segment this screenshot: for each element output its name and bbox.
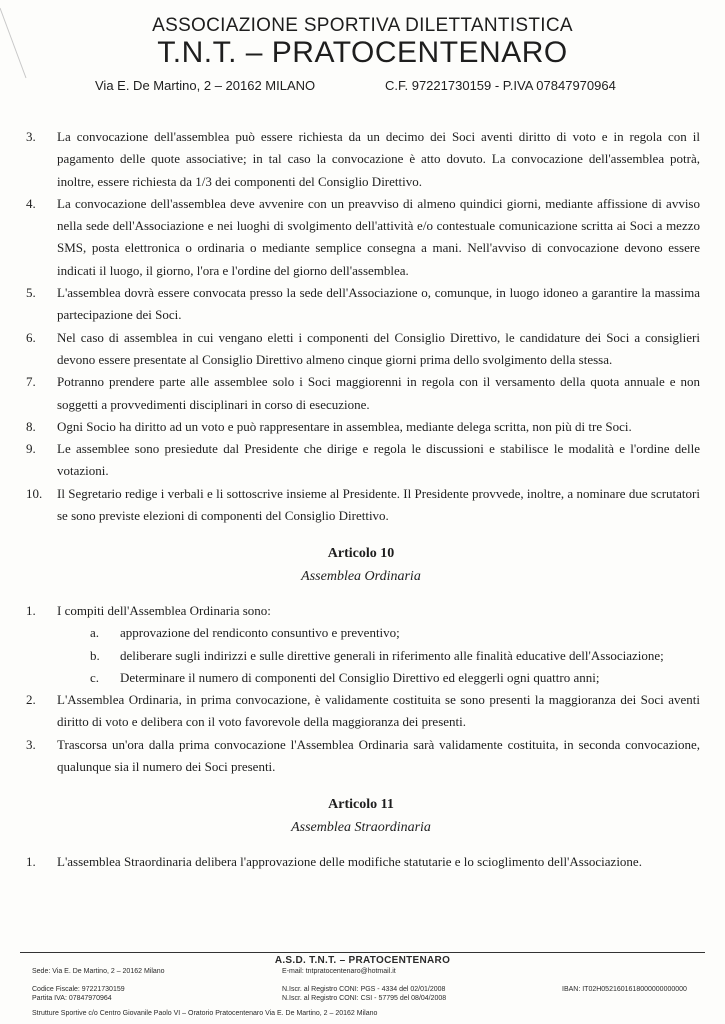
- sub-list-item: [22, 645, 700, 667]
- item-text: Trascorsa un'ora dalla prima convocazione l'Assemblea Ordinaria sarà validamente costituita, in seconda convocazione, qualunque sia il numero dei Soci presenti.: [57, 736, 700, 775]
- sub-item-text: approvazione del rendiconto consuntivo e preventivo;: [120, 625, 400, 641]
- list-item: [22, 193, 700, 282]
- item-number: 8.: [26, 418, 36, 434]
- list-item: [22, 734, 700, 779]
- footer-coni-pgs: N.Iscr. al Registro CONI: PGS - 4334 del 02/01/2008: [282, 986, 446, 993]
- item-text: L'assemblea Straordinaria delibera l'approvazione delle modifiche statutarie e lo scioglimento dell'Associazione.: [57, 853, 642, 869]
- item-number: 10.: [26, 485, 43, 501]
- sub-item-letter: a.: [90, 625, 100, 641]
- list-item: [22, 416, 700, 438]
- footer-divider: [20, 952, 705, 953]
- item-number: 6.: [26, 329, 36, 345]
- list-item: [22, 600, 700, 622]
- item-text: Il Segretario redige i verbali e li sottoscrive insieme al Presidente. Il Presidente provvede, inoltre, a nominare due scrutatori se sono previste elezioni di componenti del Consiglio Direttivo.: [57, 485, 700, 524]
- header-fiscal: C.F. 97221730159 - P.IVA 07847970964: [385, 78, 616, 93]
- header-address: Via E. De Martino, 2 – 20162 MILANO: [95, 78, 316, 93]
- list-item: [22, 851, 700, 873]
- item-number: 4.: [26, 195, 36, 211]
- list-item: [22, 126, 700, 193]
- footer-coni-csi: N.Iscr. al Registro CONI: CSI - 57795 del 08/04/2008: [282, 995, 447, 1002]
- item-text: Nel caso di assemblea in cui vengano eletti i componenti del Consiglio Direttivo, le candidature dei Soci a consiglieri devono essere presentate al Consiglio Direttivo almeno cinque giorni prima dello svolgimento della stessa.: [57, 329, 700, 367]
- item-number: 7.: [26, 374, 36, 390]
- article-11-subtitle: Assemblea Straordinaria: [291, 819, 431, 835]
- footer-codice-fiscale: Codice Fiscale: 97221730159: [32, 986, 125, 993]
- item-text: La convocazione dell'assemblea può essere richiesta da un decimo dei Soci aventi diritto di voto e in regola con il pagamento delle quote associative; in tal caso la convocazione è atto dovuto. La convocazione dell'assemblea potrà, inoltre, essere richiesta da 1/3 dei componenti del Consiglio Direttivo.: [57, 129, 700, 189]
- list-item: [22, 483, 700, 528]
- sub-item-letter: c.: [90, 669, 100, 685]
- footer-sede: Sede: Via E. De Martino, 2 – 20162 Milano: [32, 968, 165, 975]
- sub-list-item: [22, 622, 700, 644]
- list-item: [22, 327, 700, 372]
- item-text: L'assemblea dovrà essere convocata presso la sede dell'Associazione o, comunque, in luogo idoneo a garantire la massima partecipazione dei Soci.: [57, 285, 700, 323]
- item-number: 1.: [26, 602, 36, 618]
- header-association: ASSOCIAZIONE SPORTIVA DILETTANTISTICA: [152, 15, 573, 36]
- item-text: La convocazione dell'assemblea deve avvenire con un preavviso di almeno quindici giorni, mediante affissione di avviso nella sede dell'Associazione e nei luoghi di svolgimento dell'attività e/o contestuale comunicazione scritta ai Soci a mezzo SMS, posta elettronica o ordinaria o mediante semplice consegna a mani. Nell'avviso di convocazione devono essere indicati il luogo, il giorno, l'ora e l'ordine del giorno dell'assemblea.: [57, 195, 700, 278]
- article-10-subtitle: Assemblea Ordinaria: [301, 568, 421, 584]
- item-number: 9.: [26, 441, 36, 457]
- item-text: I compiti dell'Assemblea Ordinaria sono:: [57, 602, 271, 618]
- header-name: T.N.T. – PRATOCENTENARO: [157, 36, 568, 69]
- item-number: 1.: [26, 853, 36, 869]
- item-text: Ogni Socio ha diritto ad un voto e può rappresentare in assemblea, mediante delega scritta, non più di tre Soci.: [57, 418, 632, 434]
- item-text: L'Assemblea Ordinaria, in prima convocazione, è validamente costituita se sono presenti la maggioranza dei Soci aventi diritto di voto e delibera con il voto favorevole della maggioranza dei presenti.: [57, 692, 700, 730]
- item-text: Le assemblee sono presiedute dal Presidente che dirige e regola le discussioni e stabilisce le modalità e l'ordine delle votazioni.: [57, 441, 700, 479]
- item-text: Potranno prendere parte alle assemblee solo i Soci maggiorenni in regola con il versamento della quota annuale e non soggetti a provvedimenti disciplinari in corso di esecuzione.: [57, 374, 700, 412]
- list-item: [22, 438, 700, 483]
- list-item: [22, 282, 700, 327]
- footer-strutture: Strutture Sportive c/o Centro Giovanile Paolo VI – Oratorio Pratocentenaro Via E. De Martino, 2 – 20162 Milano: [32, 1010, 378, 1017]
- article-10-title: Articolo 10: [327, 546, 395, 562]
- item-number: 3.: [26, 736, 36, 752]
- item-number: 5.: [26, 285, 36, 301]
- sub-item-text: deliberare sugli indirizzi e sulle direttive generali in riferimento alle finalità educative dell'Associazione;: [120, 647, 664, 663]
- sub-list-item: [22, 667, 700, 689]
- sub-item-letter: b.: [90, 647, 100, 663]
- list-item: [22, 371, 700, 416]
- document-body: [22, 126, 700, 873]
- item-number: 3.: [26, 129, 36, 144]
- sub-item-text: Determinare il numero di componenti del Consiglio Direttivo ed eleggerli ogni quattro anni;: [120, 669, 600, 685]
- footer-iban: IBAN: IT02H0521601618000000000000: [562, 986, 687, 993]
- footer-partita-iva: Partita IVA: 07847970964: [32, 995, 112, 1002]
- list-item: [22, 689, 700, 734]
- article-11-title: Articolo 11: [328, 797, 394, 813]
- footer-title: A.S.D. T.N.T. – PRATOCENTENARO: [274, 955, 451, 966]
- footer-email: E-mail: tntpratocentenaro@hotmail.it: [282, 968, 396, 975]
- item-number: 2.: [26, 692, 36, 708]
